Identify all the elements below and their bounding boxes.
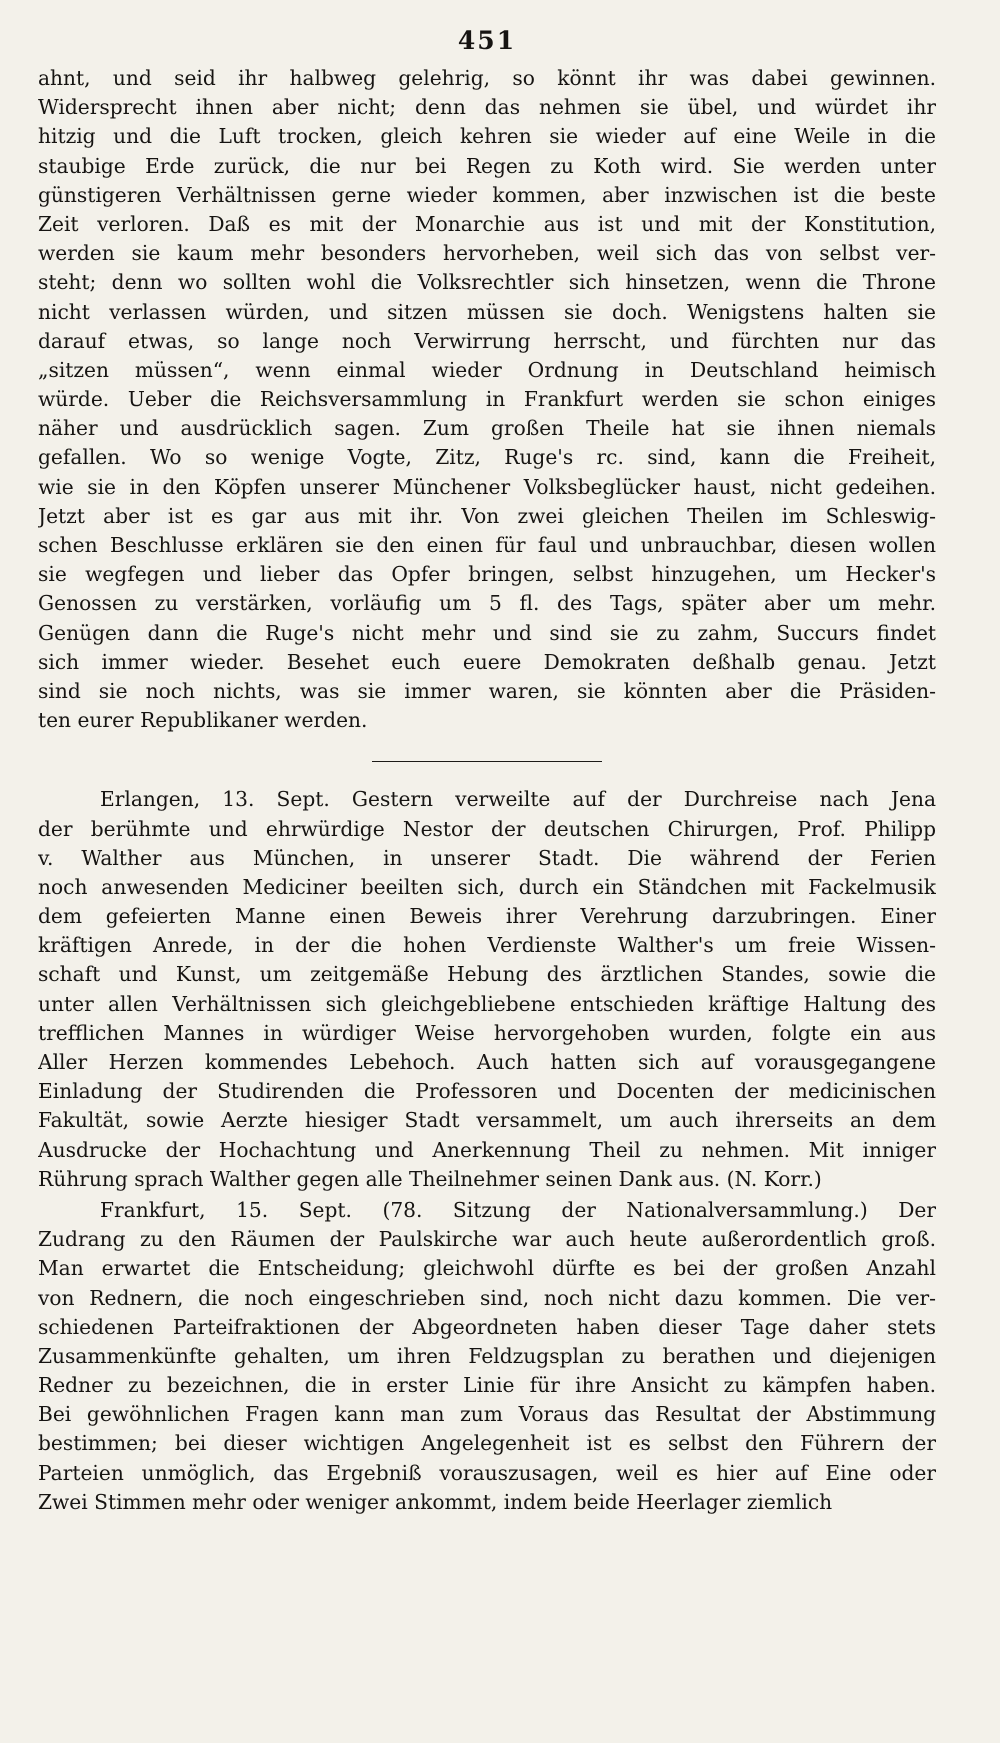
text-line: günstigeren Verhältnissen gerne wieder kommen, aber inzwischen ist die beste bbox=[38, 182, 936, 207]
text-line: ahnt, und seid ihr halbweg gelehrig, so könnt ihr was dabei gewinnen. bbox=[38, 66, 936, 90]
text-line: Frankfurt, 15. Sept. (78. Sitzung der Nationalversammlung.) Der bbox=[100, 1197, 936, 1222]
text-line: bestimmen; bei dieser wichtigen Angelegenheit ist es selbst den Führern der bbox=[38, 1431, 936, 1456]
text-line: unter allen Verhältnissen sich gleichgebliebene entschieden kräftige Haltung des bbox=[38, 991, 936, 1016]
text-line: staubige Erde zurück, die nur bei Regen zu Koth wird. Sie werden unter bbox=[38, 153, 936, 178]
text-line: nicht verlassen würden, und sitzen müssen sie doch. Wenigstens halten sie bbox=[38, 299, 936, 324]
text-line: Bei gewöhnlichen Fragen kann man zum Voraus das Resultat der Abstimmung bbox=[38, 1402, 936, 1427]
section-divider bbox=[372, 761, 602, 762]
text-line: näher und ausdrücklich sagen. Zum großen Theile hat sie ihnen niemals bbox=[38, 416, 936, 441]
text-line: Erlangen, 13. Sept. Gestern verweilte auf der Durchreise nach Jena bbox=[100, 787, 936, 812]
text-line: hitzig und die Luft trocken, gleich kehren sie wieder auf eine Weile in die bbox=[38, 124, 936, 149]
text-line: ten eurer Republikaner werden. bbox=[38, 708, 368, 733]
text-line: würde. Ueber die Reichsversammlung in Frankfurt werden sie schon einiges bbox=[38, 387, 936, 412]
text-line: Parteien unmöglich, das Ergebniß vorauszusagen, weil es hier auf Eine oder bbox=[38, 1460, 936, 1485]
text-line: wie sie in den Köpfen unserer Münchener Volksbeglücker haust, nicht gedeihen. bbox=[38, 474, 936, 499]
text-line: schaft und Kunst, um zeitgemäße Hebung des ärztlichen Standes, sowie die bbox=[38, 962, 936, 987]
text-line: v. Walther aus München, in unserer Stadt. Die während der Ferien bbox=[38, 845, 936, 870]
text-line: dem gefeierten Manne einen Beweis ihrer Verehrung darzubringen. Einer bbox=[38, 904, 936, 929]
article-frankfurt bbox=[38, 1196, 936, 1517]
text-line: Zwei Stimmen mehr oder weniger ankommt, indem beide Heerlager ziemlich bbox=[38, 1489, 833, 1514]
document-page bbox=[38, 18, 936, 1718]
text-line: trefflichen Mannes in würdiger Weise hervorgehoben wurden, folgte ein aus bbox=[38, 1020, 936, 1045]
text-line: Zudrang zu den Räumen der Paulskirche war auch heute außerordentlich groß. bbox=[38, 1227, 936, 1252]
text-line: sich immer wieder. Besehet euch euere Demokraten deßhalb genau. Jetzt bbox=[38, 649, 936, 674]
text-line: sind sie noch nichts, was sie immer waren, sie könnten aber die Präsiden- bbox=[38, 678, 936, 703]
text-line: darauf etwas, so lange noch Verwirrung herrscht, und fürchten nur das bbox=[38, 328, 936, 353]
text-line: kräftigen Anrede, in der die hohen Verdienste Walther's um freie Wissen- bbox=[38, 933, 936, 958]
text-line: Aller Herzen kommendes Lebehoch. Auch hatten sich auf vorausgegangene bbox=[38, 1050, 936, 1074]
article-erlangen bbox=[38, 785, 936, 1194]
text-line: noch anwesenden Mediciner beeilten sich, durch ein Ständchen mit Fackelmusik bbox=[38, 874, 936, 899]
text-line: schen Beschlusse erklären sie den einen für faul und unbrauchbar, diesen wollen bbox=[38, 533, 936, 557]
text-line: Zusammenkünfte gehalten, um ihren Feldzugsplan zu berathen und diejenigen bbox=[38, 1343, 936, 1368]
page-number: 451 bbox=[457, 26, 517, 55]
text-line: Rührung sprach Walther gegen alle Theilnehmer seinen Dank aus. (N. Korr.) bbox=[38, 1166, 822, 1191]
text-line: der berühmte und ehrwürdige Nestor der deutschen Chirurgen, Prof. Philipp bbox=[38, 816, 936, 841]
text-line: gefallen. Wo so wenige Vogte, Zitz, Ruge's rc. sind, kann die Freiheit, bbox=[38, 445, 936, 470]
text-line: Zeit verloren. Daß es mit der Monarchie aus ist und mit der Konstitution, bbox=[38, 211, 936, 236]
text-line: Widersprecht ihnen aber nicht; denn das nehmen sie übel, und würdet ihr bbox=[38, 95, 936, 120]
text-line: Jetzt aber ist es gar aus mit ihr. Von zwei gleichen Theilen im Schleswig- bbox=[38, 503, 936, 528]
text-line: Man erwartet die Entscheidung; gleichwohl dürfte es bei der großen Anzahl bbox=[38, 1256, 936, 1281]
text-line: Genossen zu verstärken, vorläufig um 5 fl. des Tags, später aber um mehr. bbox=[38, 591, 936, 616]
text-line: Fakultät, sowie Aerzte hiesiger Stadt versammelt, um auch ihrerseits an dem bbox=[38, 1108, 936, 1133]
text-line: werden sie kaum mehr besonders hervorheben, weil sich das von selbst ver- bbox=[38, 241, 936, 266]
article-munich-democrats bbox=[38, 64, 936, 735]
text-line: „sitzen müssen“, wenn einmal wieder Ordnung in Deutschland heimisch bbox=[38, 357, 936, 382]
text-line: schiedenen Parteifraktionen der Abgeordneten haben dieser Tage daher stets bbox=[38, 1314, 936, 1339]
text-line: steht; denn wo sollten wohl die Volksrechtler sich hinsetzen, wenn die Throne bbox=[38, 270, 936, 295]
text-line: Genügen dann die Ruge's nicht mehr und sind sie zu zahm, Succurs findet bbox=[38, 620, 936, 645]
text-line: Ausdrucke der Hochachtung und Anerkennung Theil zu nehmen. Mit inniger bbox=[38, 1137, 936, 1162]
text-line: Redner zu bezeichnen, die in erster Linie für ihre Ansicht zu kämpfen haben. bbox=[38, 1373, 936, 1398]
text-line: Einladung der Studirenden die Professoren und Docenten der medicinischen bbox=[38, 1079, 936, 1104]
text-line: sie wegfegen und lieber das Opfer bringen, selbst hinzugehen, um Hecker's bbox=[38, 562, 936, 587]
text-line: von Rednern, die noch eingeschrieben sind, noch nicht dazu kommen. Die ver- bbox=[38, 1285, 936, 1310]
